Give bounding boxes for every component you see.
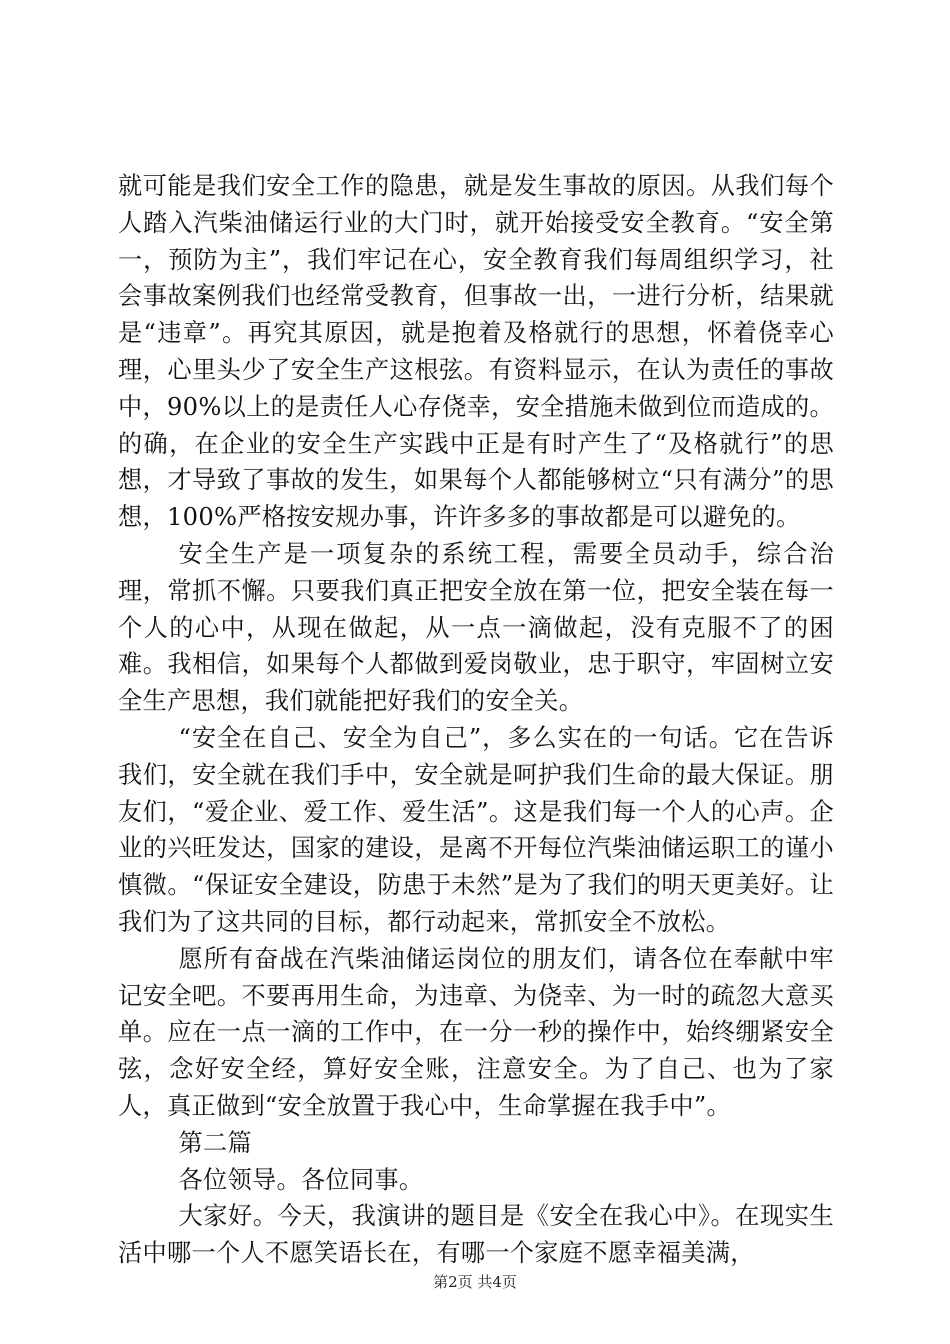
document-body	[118, 168, 834, 1272]
section-heading: 第二篇	[178, 1128, 252, 1157]
paragraph-2: 安全生产是一项复杂的系统工程，需要全员动手，综合治理，常抓不懈。只要我们真正把安全放在第一位，把安全装在每一个人的心中，从现在做起，从一点一滴做起，没有克服不了的困难。我相信，如果每个人都做到爱岗敬业，忠于职守，牢固树立安全生产思想，我们就能把好我们的安全关。	[118, 539, 834, 716]
paragraph-3: “安全在自己、安全为自己”，多么实在的一句话。它在告诉我们，安全就在我们手中，安全就是呵护我们生命的最大保证。朋友们，“爱企业、爱工作、爱生活”。这是我们每一个人的心声。企业的兴旺发达，国家的建设，是离不开每位汽柴油储运职工的谨小慎微。“保证安全建设，防患于未然”是为了我们的明天更美好。让我们为了这共同的目标，都行动起来，常抓安全不放松。	[118, 723, 834, 936]
paragraph-4: 愿所有奋战在汽柴油储运岗位的朋友们，请各位在奉献中牢记安全吧。不要再用生命，为违章、为侥幸、为一时的疏忽大意买单。应在一点一滴的工作中，在一分一秒的操作中，始终绷紧安全弦，念好安全经，算好安全账，注意安全。为了自己、也为了家人，真正做到“安全放置于我心中，生命掌握在我手中”。	[118, 944, 834, 1120]
paragraph-5: 大家好。今天，我演讲的题目是《安全在我心中》。在现实生活中哪一个人不愿笑语长在，有哪一个家庭不愿幸福美满，	[118, 1202, 834, 1268]
salutation: 各位领导。各位同事。	[178, 1165, 424, 1194]
page-footer: 第2页 共4页	[433, 1273, 517, 1291]
paragraph-1: 就可能是我们安全工作的隐患，就是发生事故的原因。从我们每个人踏入汽柴油储运行业的大门时，就开始接受安全教育。“安全第一，预防为主”，我们牢记在心，安全教育我们每周组织学习，社会事故案例我们也经常受教育，但事故一出，一进行分析，结果就是“违章”。再究其原因，就是抱着及格就行的思想，怀着侥幸心理，心里头少了安全生产这根弦。有资料显示，在认为责任的事故中，90%以上的是责任人心存侥幸，安全措施未做到位而造成的。的确，在企业的安全生产实践中正是有时产生了“及格就行”的思想，才导致了事故的发生，如果每个人都能够树立“只有满分”的思想，100%严格按安规办事，许许多多的事故都是可以避免的。	[118, 172, 834, 532]
